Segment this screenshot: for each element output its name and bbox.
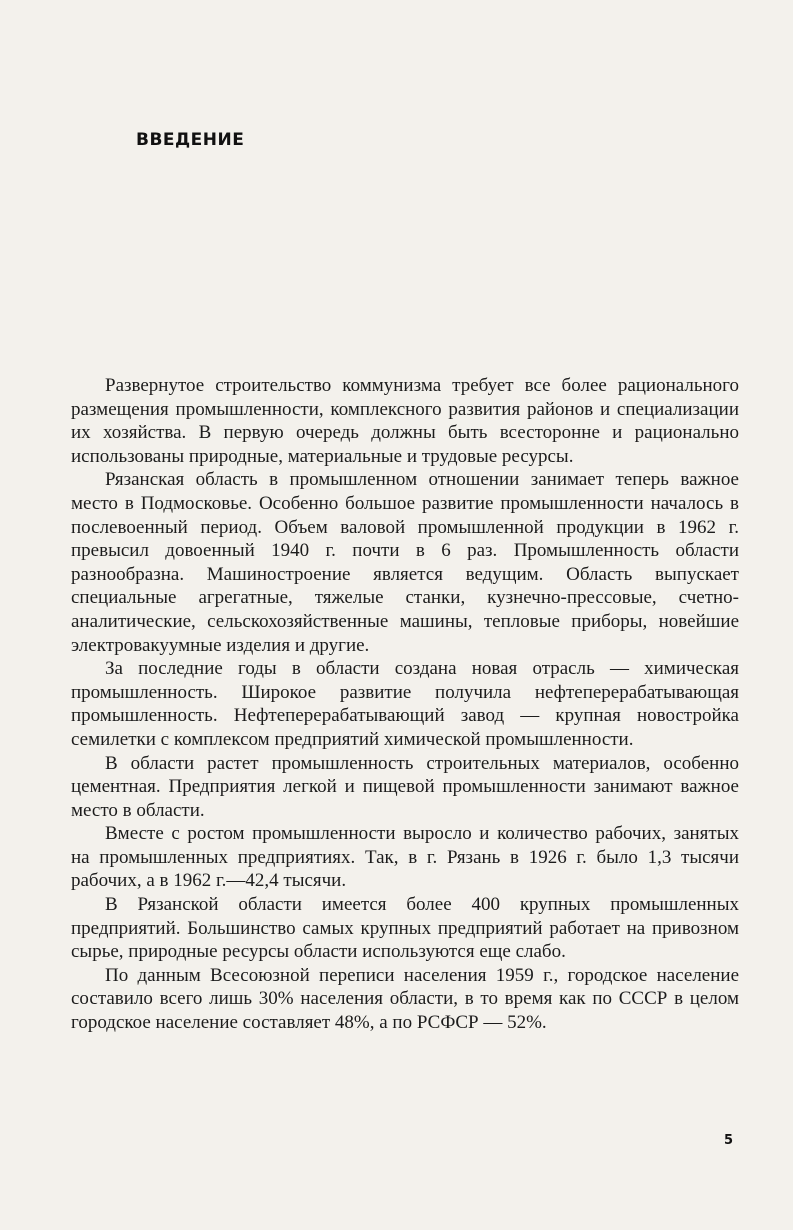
page-number: 5 (724, 1133, 734, 1148)
paragraph-3: За последние годы в области создана новая отрасль — химическая промышленность. Широкое развитие получила нефтеперерабатывающая промышленность. Нефтеперерабатывающий завод — крупная новостройка семилетки с комплексом предприятий химической промышленности. (71, 658, 739, 750)
paragraph-7: По данным Всесоюзной переписи населения 1959 г., городское население составило всего лишь 30% населения области, в то время как по СССР в целом городское население составляет 48%, а по РСФСР — 52%. (71, 964, 739, 1034)
paragraph-1: Развернутое строительство коммунизма требует все более рационального размещения промышленности, комплексного развития районов и специализации их хозяйства. В первую очередь должны быть всесторонне и рационально использованы природные, материальные и трудовые ресурсы. (71, 375, 739, 467)
paragraph-2: Рязанская область в промышленном отношении занимает теперь важное место в Подмосковье. Особенно большое развитие промышленности началось в послевоенный период. Объем валовой промышленной продукции в 1962 г. превысил довоенный 1940 г. почти в 6 раз. Промышленность области разнообразна. Машиностроение является ведущим. Область выпускает специальные агрегатные, тяжелые станки, кузнечно-прессовые, счетно-аналитические, сельскохозяйственные машины, тепловые приборы, новейшие электровакуумные изделия и другие. (71, 469, 739, 656)
paragraph-5: Вместе с ростом промышленности выросло и количество рабочих, занятых на промышленных предприятиях. Так, в г. Рязань в 1926 г. было 1,3 тысячи рабочих, а в 1962 г.—42,4 тысячи. (71, 823, 739, 892)
body-text (71, 374, 739, 1035)
chapter-heading: ВВЕДЕНИЕ (136, 130, 245, 150)
paragraph-6: В Рязанской области имеется более 400 крупных промышленных предприятий. Большинство самых крупных предприятий работает на привозном сырье, природные ресурсы области используются еще слабо. (71, 894, 739, 963)
paragraph-4: В области растет промышленность строительных материалов, особенно цементная. Предприятия легкой и пищевой промышленности занимают важное место в области. (71, 752, 739, 821)
